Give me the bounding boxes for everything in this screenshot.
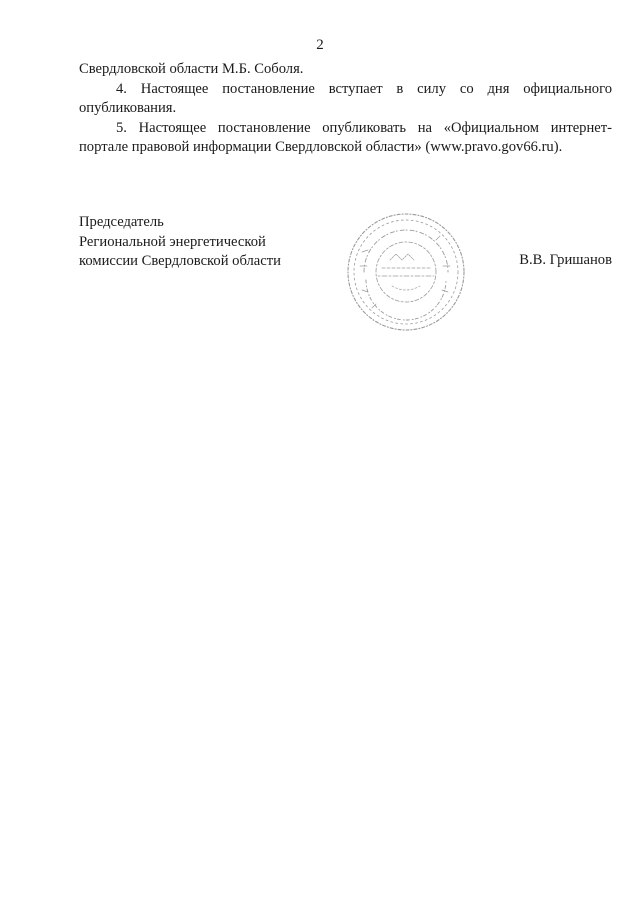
signatory-title: [79, 213, 281, 272]
paragraph-item-5: 5. Настоящее постановление опубликовать на «Официальном интернет-портале правовой информации Свердловской области» (www.pravo.gov66.ru).: [79, 119, 612, 155]
signatory-title-line-3: комиссии Свердловской области: [79, 253, 281, 269]
paragraph-continuation: Свердловской области М.Б. Соболя.: [79, 61, 304, 77]
official-seal-stamp: [342, 208, 470, 336]
page-number: 2: [316, 37, 324, 53]
signatory-name: В.В. Гришанов: [519, 252, 612, 268]
signatory-title-line-2: Региональной энергетической: [79, 233, 266, 250]
signatory-title-line-1: Председатель: [79, 214, 164, 230]
document-body: [79, 60, 612, 158]
paragraph-item-4: 4. Настоящее постановление вступает в силу со дня официального опубликования.: [79, 80, 612, 116]
